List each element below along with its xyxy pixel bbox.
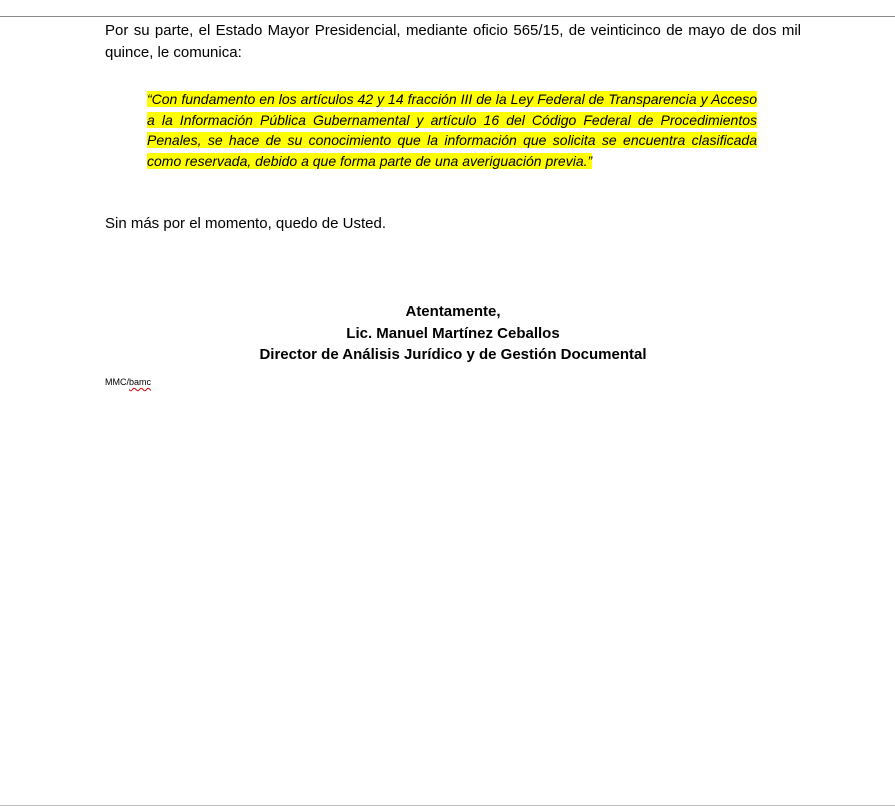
signature-salutation: Atentamente, — [405, 303, 501, 320]
page-bottom-border — [0, 805, 895, 806]
initials-prefix: MMC/ — [105, 377, 129, 387]
document-body — [105, 20, 801, 64]
highlighted-quote-text: “Con fundamento en los artículos 42 y 14 fracción III de la Ley Federal de Transparencia y Acceso a la Información Pública Gubernamental y artículo 16 del Código Federal de Procedimientos Penales, se hace de su conocimiento que la información que solicita se encuentra clasificada como reservada, debido a que forma parte de una averiguación previa.” — [147, 91, 757, 169]
signature-title: Director de Análisis Jurídico y de Gestión Documental — [259, 346, 647, 363]
intro-paragraph: Por su parte, el Estado Mayor Presidencial, mediante oficio 565/15, de veinticinco de mayo de dos mil quince, le comunica: — [105, 22, 801, 61]
signature-block — [105, 301, 801, 366]
closing-line: Sin más por el momento, quedo de Usted. — [105, 215, 386, 232]
quoted-statement — [147, 89, 757, 171]
initials-suffix-spellcheck: bamc — [129, 377, 152, 387]
signature-name: Lic. Manuel Martínez Ceballos — [346, 324, 560, 342]
reference-initials — [105, 376, 151, 388]
page-top-border — [0, 16, 895, 17]
